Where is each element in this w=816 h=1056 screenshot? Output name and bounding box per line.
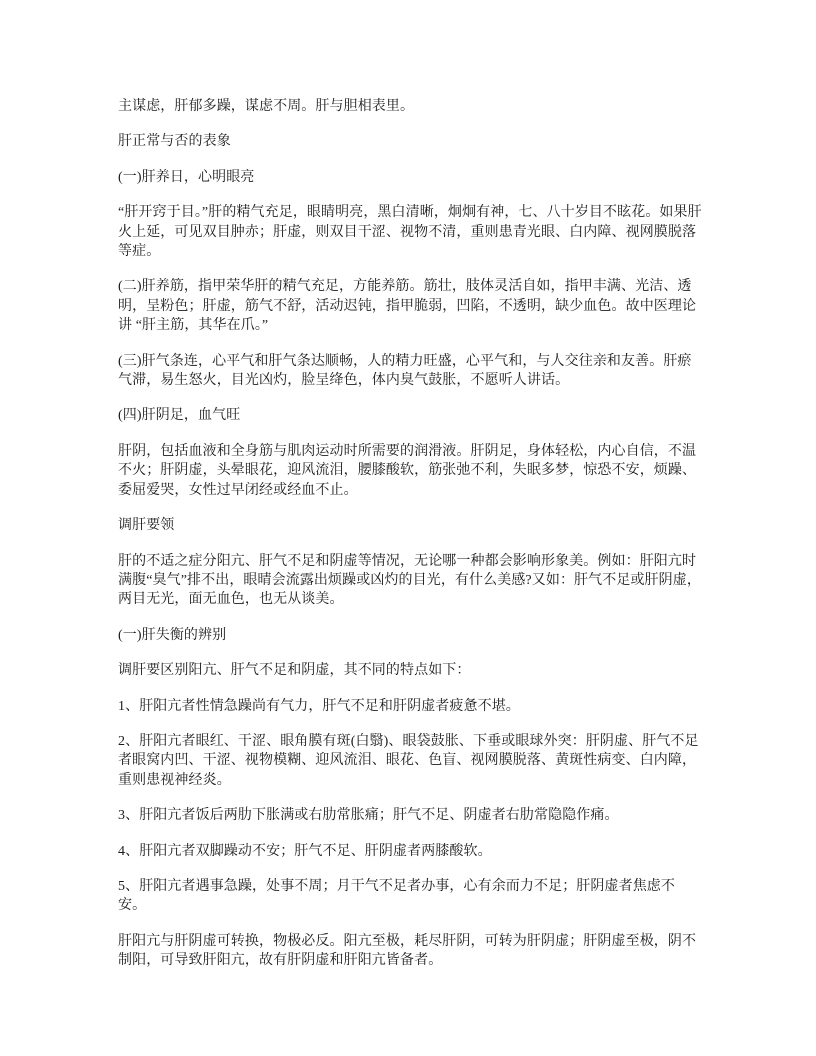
- heading-liver-signs: 肝正常与否的表象: [118, 134, 231, 150]
- subheading-imbalance-distinguish: (一)肝失衡的辨别: [118, 627, 227, 643]
- paragraph-tendons-nails: (二)肝养筋，指甲荣华肝的精气充足，方能养筋。筋壮，肢体灵活自如，指甲丰满、光洁、透明，呈粉色；肝虚，筋气不舒，活动迟钝，指甲脆弱，凹陷，不透明，缺少血色。故中医理论讲 “肝主筋，其华在爪。”: [118, 279, 697, 334]
- paragraph-liver-yin: 肝阴，包括血液和全身筋与肌肉运动时所需要的润滑液。肝阴足，身体轻松，内心自信，不温不火；肝阴虚，头晕眼花，迎风流泪，腰膝酸软，筋张弛不利，失眠多梦，惊恐不安，烦躁、委屈爱哭，女性过早闭经或经血不止。: [118, 443, 697, 498]
- paragraph-tiaogan-overview: 肝的不适之症分阳亢、肝气不足和阴虚等情况，无论哪一种都会影响形象美。例如：肝阳亢时满腹“臭气”排不出，眼晴会流露出烦躁或凶灼的目光，有什么美感?又如：肝气不足或肝阴虚，两目无光，面无血色，也无从谈美。: [118, 553, 701, 608]
- list-item-2: 2、肝阳亢者眼红、干涩、眼角膜有斑(白翳)、眼袋鼓胀、下垂或眼球外突：肝阴虚、肝气不足者眼窝内凹、干涩、视物模糊、迎风流泪、眼花、色盲、视网膜脱落、黄斑性病变、白内障，重则患视神经炎。: [118, 733, 699, 788]
- list-item-3: 3、肝阳亢者饭后两肋下胀满或右肋常胀痛；肝气不足、阴虚者右肋常隐隐作痛。: [118, 808, 619, 824]
- paragraph-intro-continuation: 主谋虑，肝郁多躁，谋虑不周。肝与胆相表里。: [118, 99, 415, 114]
- paragraph-liver-qi: (三)肝气条连，心平气和肝气条达顺畅，人的精力旺盛，心平气和，与人交往亲和友善。肝瘀气滞，易生怒火，目光凶灼，脸呈绛色，体内臭气鼓胀，不愿听人讲话。: [118, 353, 692, 389]
- heading-tiaogan-essentials: 调肝要领: [118, 518, 175, 534]
- list-item-5: 5、肝阳亢者遇事急躁，处事不周；月干气不足者办事，心有余而力不足；肝阴虚者焦虑不安。: [118, 878, 675, 914]
- subheading-1-eyes: (一)肝养日，心明眼亮: [118, 169, 255, 185]
- list-item-4: 4、肝阳亢者双脚躁动不安；肝气不足、肝阴虚者两膝酸软。: [118, 843, 492, 859]
- list-item-1: 1、肝阳亢者性情急躁尚有气力，肝气不足和肝阴虚者疲惫不堪。: [118, 698, 520, 714]
- paragraph-distinguish-intro: 调肝要区别阳亢、肝气不足和阴虚，其不同的特点如下：: [118, 663, 471, 679]
- paragraph-eyes: “肝开窍于目。”肝的精气充足，眼睛明亮，黑白清晰，炯炯有神，七、八十岁目不眩花。如果肝火上延，可见双目肿赤；肝虚，则双目干涩、视物不清，重则患青光眼、白内障、视网膜脱落等症。: [118, 205, 702, 260]
- paragraph-yin-yang-conversion: 肝阳亢与肝阴虚可转换，物极必反。阳亢至极，耗尽肝阴，可转为肝阴虚；肝阴虚至极，阴不制阳，可导致肝阳亢，故有肝阴虚和肝阳亢皆备者。: [118, 933, 697, 969]
- subheading-4-liver-yin: (四)肝阴足，血气旺: [118, 408, 241, 424]
